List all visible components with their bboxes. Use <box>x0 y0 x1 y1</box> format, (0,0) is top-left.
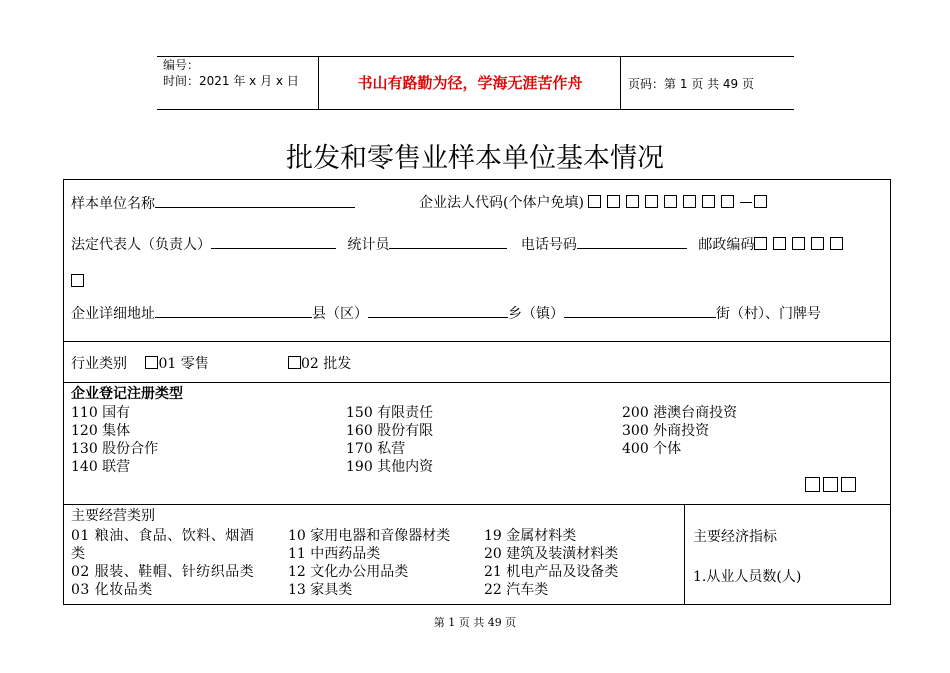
postal-label: 邮政编码 <box>698 237 755 253</box>
legal-code-label: 企业法人代码(个体户免填) <box>419 195 584 211</box>
postal-box[interactable] <box>811 237 824 250</box>
business-option: 02 服装、鞋帽、针纺织品类 <box>71 564 255 580</box>
page-title: 批发和零售业样本单位基本情况 <box>286 143 664 174</box>
code-box[interactable] <box>626 195 639 208</box>
registration-code-box[interactable] <box>823 477 838 492</box>
industry-label: 行业类别 <box>71 356 127 372</box>
header-divider-right <box>620 57 621 109</box>
address-field[interactable] <box>155 304 312 318</box>
business-option: 03 化妆品类 <box>71 582 153 598</box>
row-divider-3 <box>63 504 891 505</box>
contact-row <box>71 235 849 254</box>
phone-field[interactable] <box>577 235 687 249</box>
address-label: 企业详细地址 <box>71 306 155 322</box>
business-option: 19 金属材料类 <box>484 528 577 544</box>
postal-box[interactable] <box>754 237 767 250</box>
code-box[interactable] <box>702 195 715 208</box>
street-label: 街（村）、门牌号 <box>716 306 821 322</box>
code-box[interactable] <box>721 195 734 208</box>
header-bottom-rule <box>157 109 794 110</box>
code-dash <box>740 202 752 203</box>
legal-code-boxes[interactable] <box>588 195 773 211</box>
code-box[interactable] <box>664 195 677 208</box>
unit-name-label: 样本单位名称 <box>71 196 155 212</box>
business-option: 12 文化办公用品类 <box>288 564 409 580</box>
registration-code-box[interactable] <box>805 477 820 492</box>
page-footer: 第 1 页 共 49 页 <box>433 616 517 629</box>
wholesale-checkbox[interactable] <box>288 356 301 369</box>
code-box[interactable] <box>645 195 658 208</box>
postal-box[interactable] <box>830 237 843 250</box>
row-divider-1 <box>63 341 891 342</box>
code-box[interactable] <box>683 195 696 208</box>
registration-option: 200 港澳台商投资 <box>622 405 738 421</box>
registration-code-box[interactable] <box>841 477 856 492</box>
registration-option: 300 外商投资 <box>622 423 710 439</box>
legal-code-row <box>419 194 773 212</box>
registration-heading: 企业登记注册类型 <box>71 386 183 402</box>
county-label: 县（区） <box>312 306 368 322</box>
registration-option: 400 个体 <box>622 441 682 457</box>
header-divider-left <box>318 57 319 109</box>
business-col-1 <box>71 527 254 599</box>
unit-name-field[interactable] <box>155 194 355 208</box>
registration-option: 160 股份有限 <box>346 423 434 439</box>
wholesale-option: 02 批发 <box>301 356 352 372</box>
wholesale-option-row <box>288 355 351 373</box>
address-row <box>71 304 821 323</box>
legal-rep-field[interactable] <box>211 235 336 249</box>
registration-code-boxes[interactable] <box>805 477 856 496</box>
postal-overflow-row <box>71 273 90 291</box>
code-box[interactable] <box>588 195 601 208</box>
indicators-heading: 主要经济指标 <box>693 529 777 545</box>
code-check-box[interactable] <box>754 195 767 208</box>
business-option: 11 中西药品类 <box>288 546 381 562</box>
business-option: 类 <box>71 546 86 562</box>
registration-option: 150 有限责任 <box>346 405 434 421</box>
time-label: 时间：2021 年 x 月 x 日 <box>163 74 299 88</box>
business-col-2 <box>288 527 450 599</box>
business-option: 22 汽车类 <box>484 582 549 598</box>
statistician-field[interactable] <box>389 235 507 249</box>
code-box[interactable] <box>607 195 620 208</box>
county-field[interactable] <box>368 304 508 318</box>
business-option: 13 家具类 <box>288 582 353 598</box>
registration-option: 120 集体 <box>71 423 131 439</box>
row-divider-2 <box>63 382 891 383</box>
business-col-3 <box>484 527 618 599</box>
registration-col-1 <box>71 404 158 476</box>
number-label: 编号： <box>163 58 200 72</box>
town-field[interactable] <box>564 304 716 318</box>
postal-box[interactable] <box>773 237 786 250</box>
postal-box[interactable] <box>71 274 84 287</box>
indicator-divider <box>684 504 685 605</box>
registration-option: 190 其他内资 <box>346 459 434 475</box>
business-option: 01 粮油、食品、饮料、烟酒 <box>71 528 255 544</box>
retail-option: 01 零售 <box>158 356 209 372</box>
registration-option: 110 国有 <box>71 405 131 421</box>
indicator-employees: 1.从业人员数(人) <box>693 569 802 585</box>
business-option: 20 建筑及装潢材料类 <box>484 546 619 562</box>
unit-name-row <box>71 194 355 213</box>
phone-label: 电话号码 <box>520 237 577 253</box>
business-option: 21 机电产品及设备类 <box>484 564 619 580</box>
postal-box[interactable] <box>792 237 805 250</box>
town-label: 乡（镇） <box>508 306 564 322</box>
business-heading: 主要经营类别 <box>71 508 155 524</box>
header-motto: 书山有路勤为径，学海无涯苦作舟 <box>357 74 583 92</box>
industry-row <box>71 355 209 373</box>
registration-col-2 <box>346 404 433 476</box>
retail-checkbox[interactable] <box>145 356 158 369</box>
business-option: 10 家用电器和音像器材类 <box>288 528 451 544</box>
registration-option: 130 股份合作 <box>71 441 159 457</box>
registration-col-3 <box>622 404 737 458</box>
header-page-info: 页码：第 1 页 共 49 页 <box>628 77 754 91</box>
registration-option: 140 联营 <box>71 459 131 475</box>
registration-option: 170 私营 <box>346 441 406 457</box>
header-left <box>163 57 299 89</box>
legal-rep-label: 法定代表人（负责人） <box>71 237 211 253</box>
statistician-label: 统计员 <box>347 237 390 253</box>
